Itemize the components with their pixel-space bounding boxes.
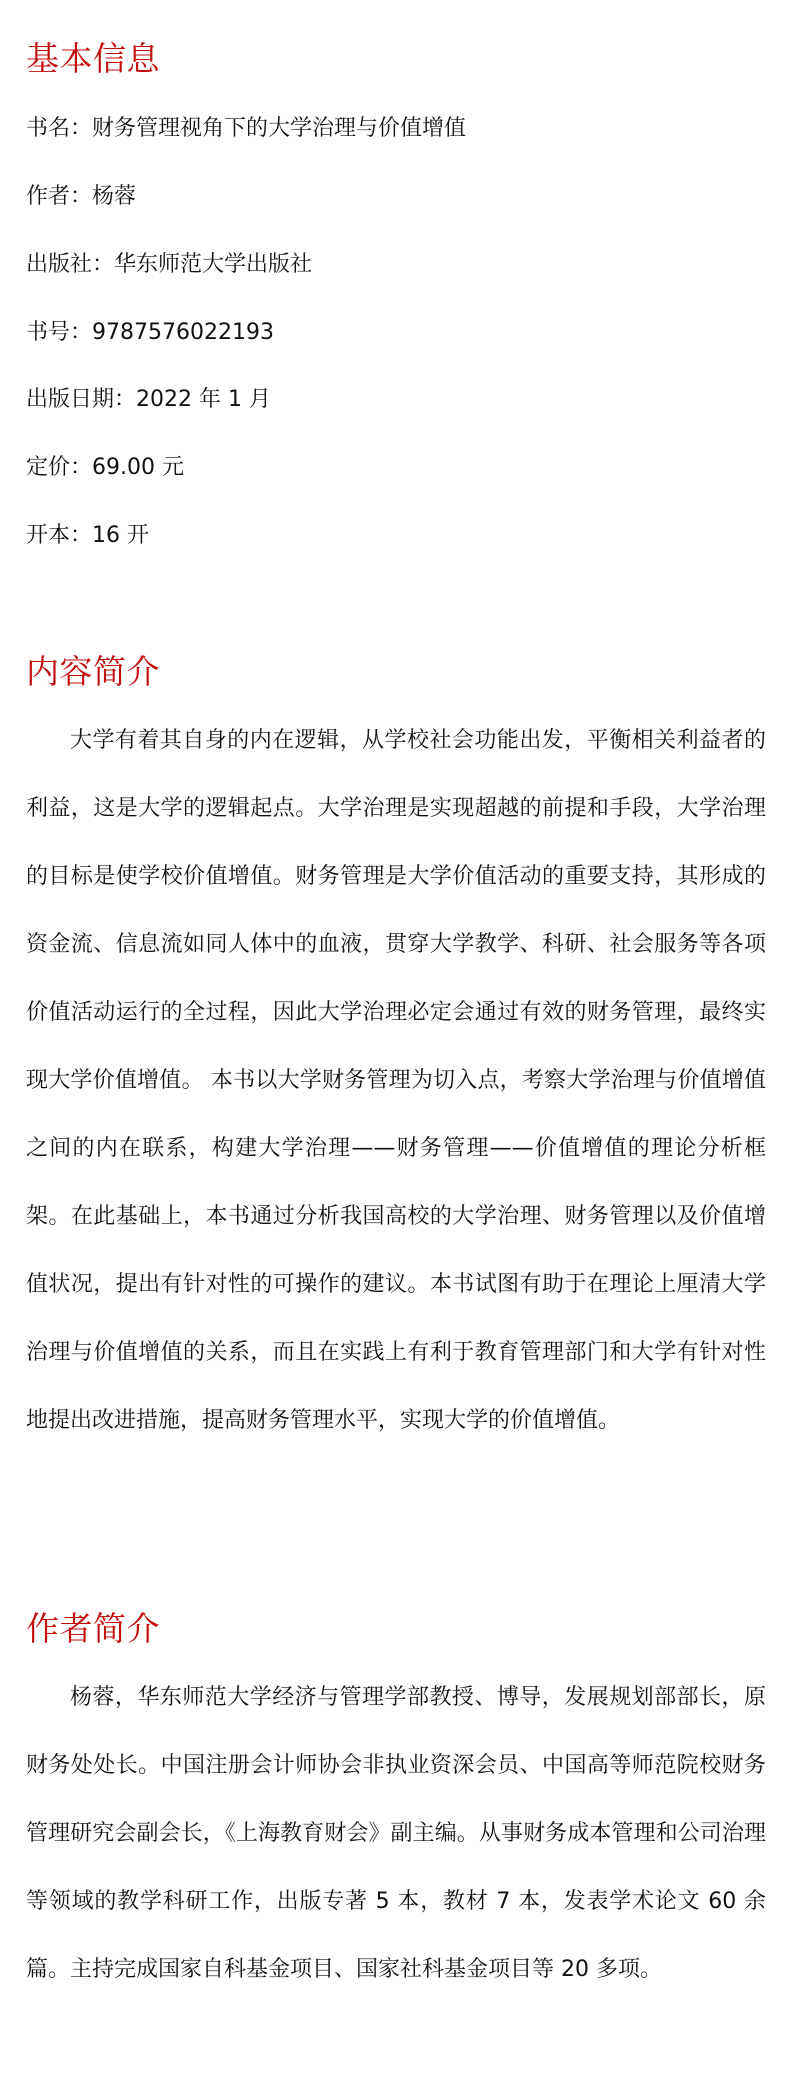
summary-heading: 内容简介: [26, 652, 160, 691]
format-line: 开本：16 开: [26, 523, 149, 548]
book-name-line: 书名：财务管理视角下的大学治理与价值增值: [26, 116, 467, 141]
author-line: 作者：杨蓉: [26, 184, 137, 209]
author-intro-heading: 作者简介: [26, 1609, 160, 1648]
price-line: 定价：69.00 元: [26, 455, 184, 480]
isbn-line: 书号：9787576022193: [26, 320, 274, 345]
pub-date-line: 出版日期：2022 年 1 月: [26, 387, 271, 412]
summary-paragraph: 大学有着其自身的内在逻辑，从学校社会功能出发，平衡相关利益者的利益，这是大学的逻辑起点。大学治理是实现超越的前提和手段，大学治理的目标是使学校价值增值。财务管理是大学价值活动的重要支持，其形成的资金流、信息流如同人体中的血液，贯穿大学教学、科研、社会服务等各项价值活动运行的全过程，因此大学治理必定会通过有效的财务管理，最终实现大学价值增值。 本书以大学财务管理为切入点，考察大学治理与价值增值之间的内在联系，构建大学治理——财务管理——价值增值的理论分析框架。在此基础上，本书通过分析我国高校的大学治理、财务管理以及价值增值状况，提出有针对性的可操作的建议。本书试图有助于在理论上厘清大学治理与价值增值的关系，而且在实践上有利于教育管理部门和大学有针对性地提出改进措施，提高财务管理水平，实现大学的价值增值。: [26, 728, 766, 1433]
publisher-line: 出版社：华东师范大学出版社: [26, 252, 313, 277]
author-intro-paragraph: 杨蓉，华东师范大学经济与管理学部教授、博导，发展规划部部长，原财务处处长。中国注册会计师协会非执业资深会员、中国高等师范院校财务管理研究会副会长，《上海教育财会》副主编。从事财务成本管理和公司治理等领域的教学科研工作，出版专著 5 本，教材 7 本，发表学术论文 60 余篇。主持完成国家自科基金项目、国家社科基金项目等 20 多项。: [26, 1685, 766, 1982]
basic-info-heading: 基本信息: [26, 39, 160, 78]
